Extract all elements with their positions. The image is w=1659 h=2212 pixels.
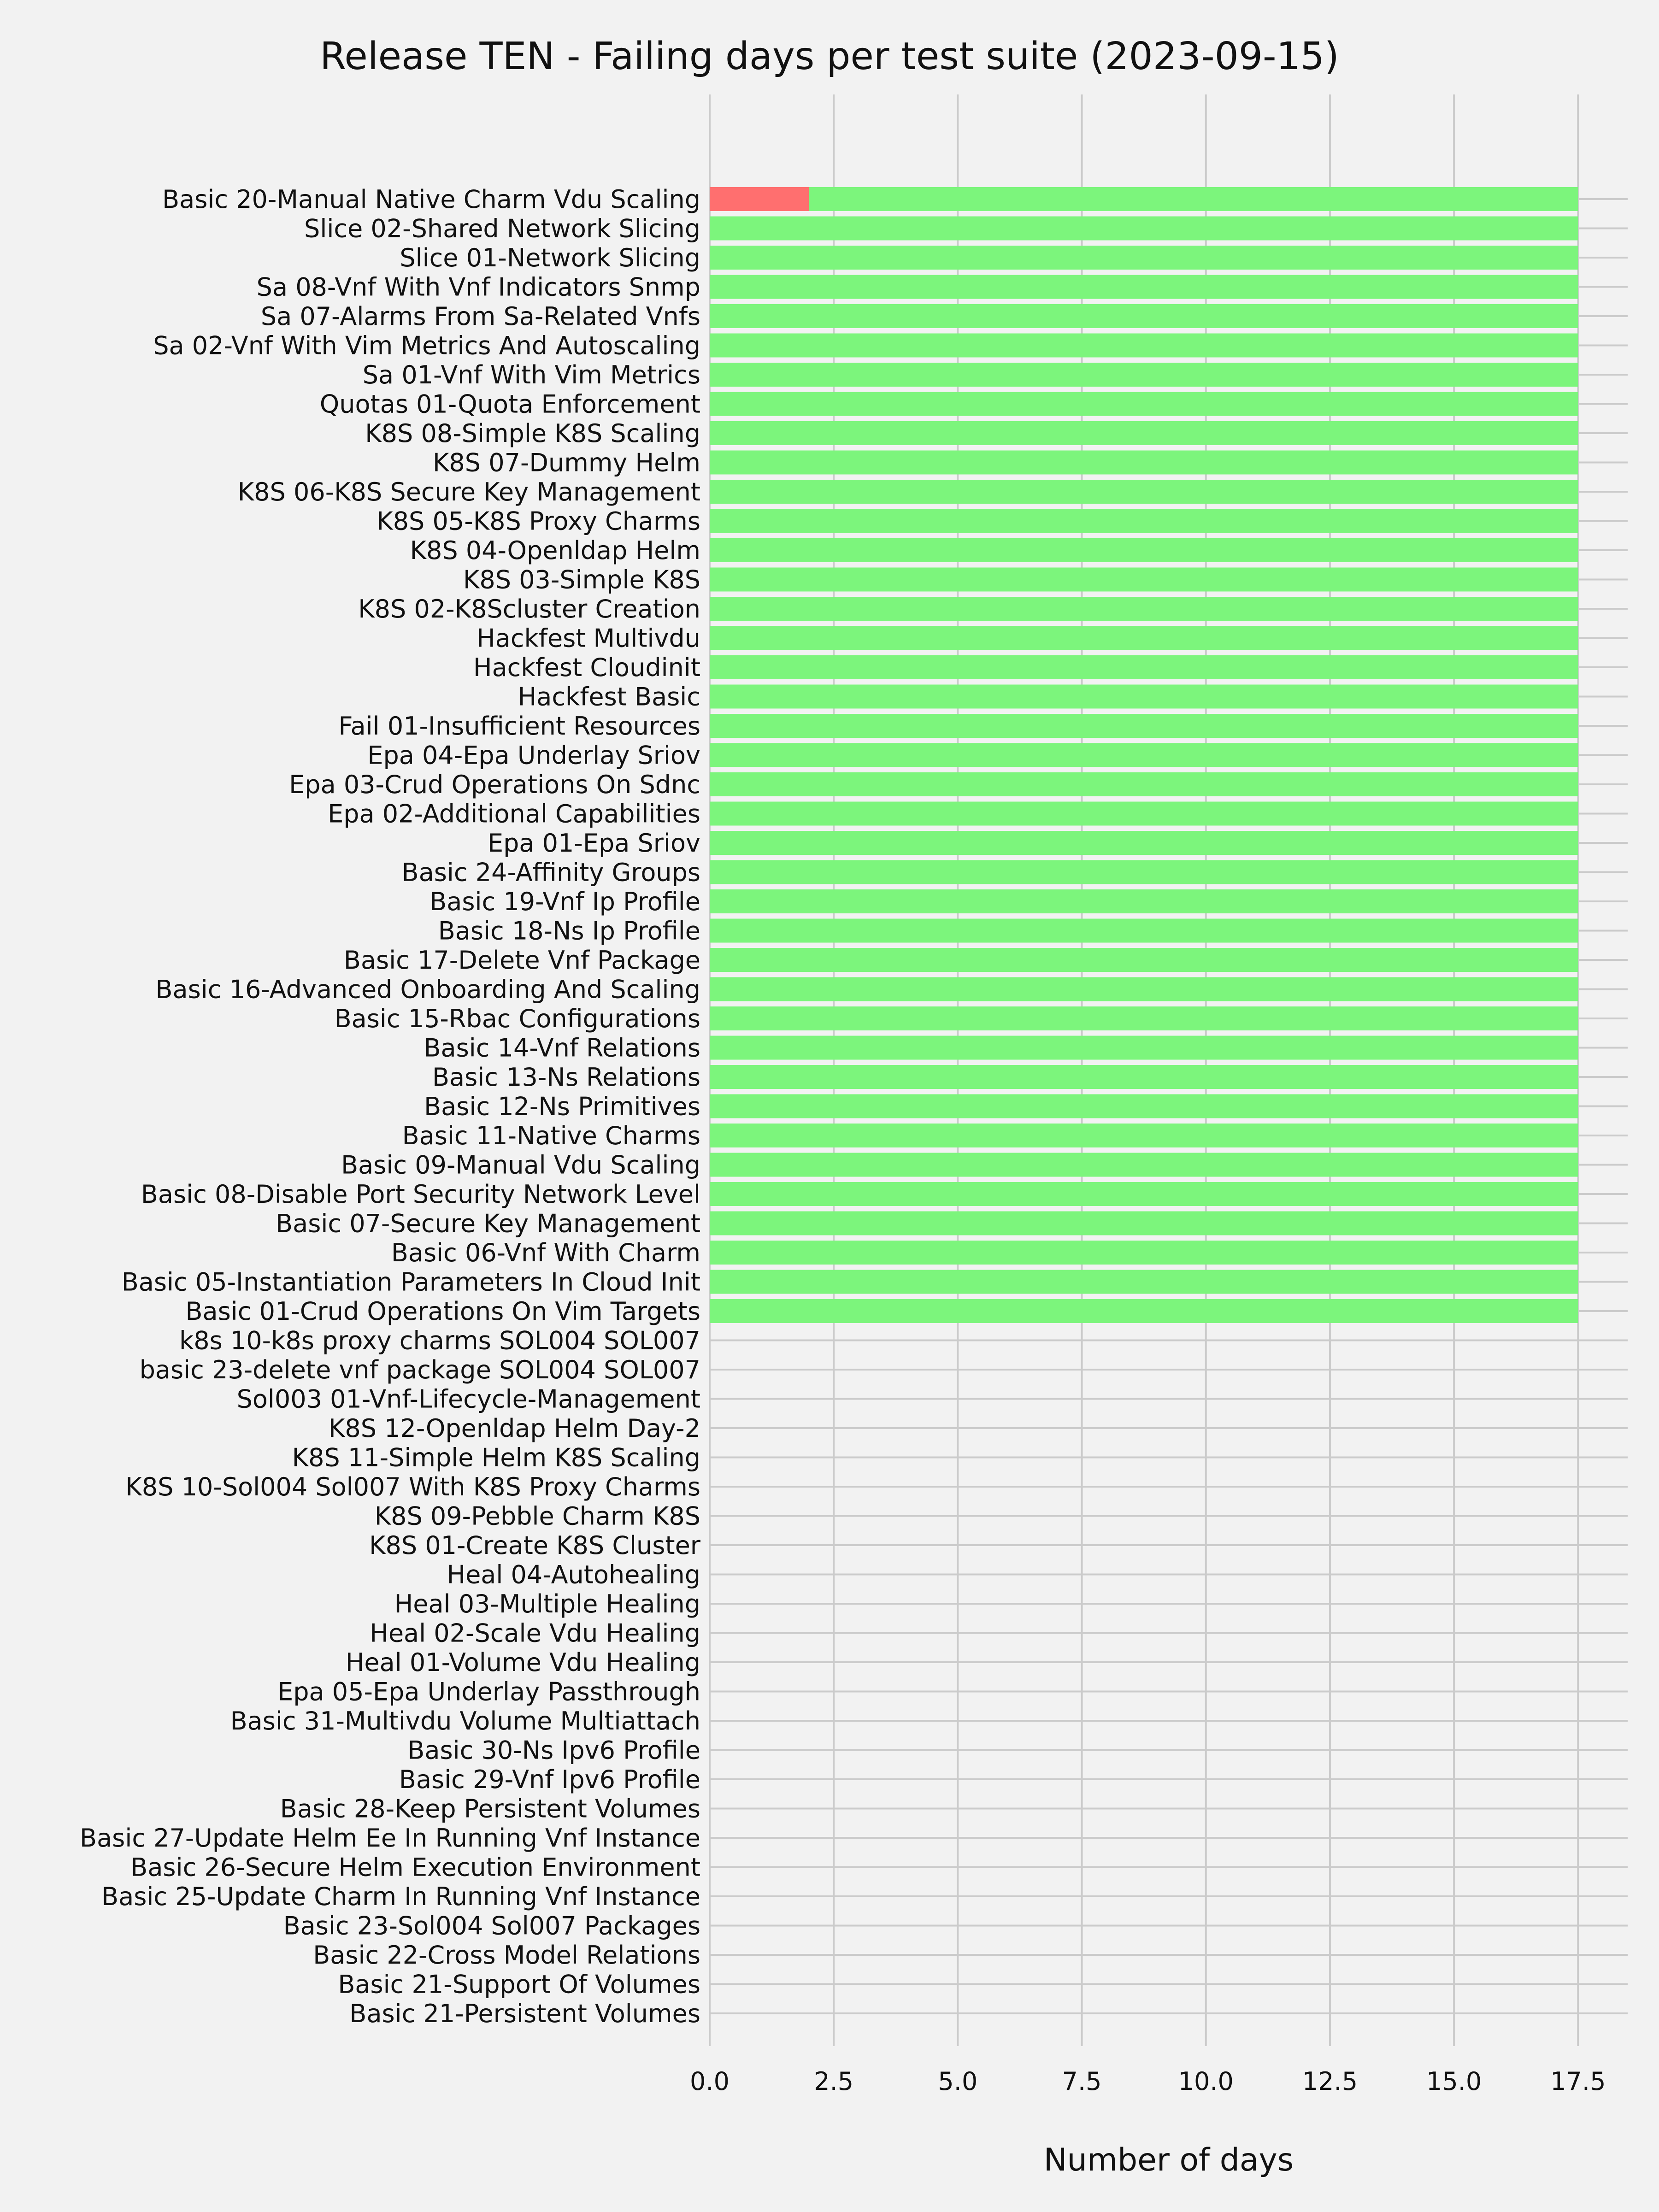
y-tick-label: Sa 08-Vnf With Vnf Indicators Snmp — [256, 272, 700, 302]
y-tick-label: Basic 30-Ns Ipv6 Profile — [407, 1735, 700, 1765]
y-tick-label: Heal 02-Scale Vdu Healing — [370, 1618, 700, 1648]
bar-passing — [710, 392, 1578, 416]
y-tick-label: Basic 13-Ns Relations — [432, 1063, 700, 1092]
bar-passing — [809, 187, 1578, 211]
y-tick-label: Basic 31-Multivdu Volume Multiattach — [230, 1706, 700, 1735]
y-tick-label: Basic 21-Support Of Volumes — [338, 1970, 700, 1999]
x-tick-label: 12.5 — [1302, 2067, 1358, 2096]
y-tick-label: Basic 24-Affinity Groups — [401, 858, 700, 887]
y-tick-label: K8S 07-Dummy Helm — [433, 448, 700, 477]
bar-passing — [710, 977, 1578, 1001]
bar-passing — [710, 948, 1578, 972]
x-tick-label: 15.0 — [1426, 2067, 1482, 2096]
y-tick-label: Basic 18-Ns Ip Profile — [438, 916, 700, 946]
y-tick-label: Heal 01-Volume Vdu Healing — [345, 1648, 700, 1677]
y-tick-label: Basic 05-Instantiation Parameters In Cloud Init — [121, 1267, 700, 1297]
y-tick-label: K8S 04-Openldap Helm — [410, 536, 700, 565]
y-tick-label: Basic 17-Delete Vnf Package — [343, 946, 700, 975]
x-tick-label: 5.0 — [938, 2067, 978, 2096]
y-tick-label: Sa 01-Vnf With Vim Metrics — [362, 360, 700, 389]
y-tick-label: Hackfest Basic — [518, 682, 700, 712]
bar-passing — [710, 568, 1578, 592]
bar-passing — [710, 889, 1578, 913]
y-tick-label: K8S 01-Create K8S Cluster — [369, 1531, 700, 1560]
y-tick-label: Basic 12-Ns Primitives — [424, 1092, 700, 1121]
bar-passing — [710, 626, 1578, 650]
y-tick-label: K8S 09-Pebble Charm K8S — [374, 1501, 700, 1531]
y-tick-label: Basic 20-Manual Native Charm Vdu Scaling — [162, 185, 700, 214]
bar-passing — [710, 743, 1578, 767]
bar-passing — [710, 655, 1578, 679]
bar-passing — [710, 1036, 1578, 1060]
y-tick-label: K8S 11-Simple Helm K8S Scaling — [292, 1443, 700, 1472]
y-tick-label: Epa 04-Epa Underlay Sriov — [367, 741, 700, 770]
x-tick-label: 0.0 — [690, 2067, 729, 2096]
bar-passing — [710, 831, 1578, 855]
bar-passing — [710, 1006, 1578, 1030]
y-tick-label: Basic 21-Persistent Volumes — [349, 1999, 700, 2028]
y-tick-label: Heal 03-Multiple Healing — [394, 1589, 700, 1618]
bar-passing — [710, 421, 1578, 445]
y-tick-label: Sa 07-Alarms From Sa-Related Vnfs — [260, 302, 700, 331]
bar-passing — [710, 246, 1578, 270]
y-tick-label: Basic 19-Vnf Ip Profile — [429, 887, 700, 916]
bar-passing — [710, 1241, 1578, 1265]
y-tick-label: Basic 27-Update Helm Ee In Running Vnf Instance — [80, 1824, 700, 1853]
bar-passing — [710, 772, 1578, 796]
bar-passing — [710, 714, 1578, 738]
y-tick-label: Quotas 01-Quota Enforcement — [319, 389, 700, 419]
bar-passing — [710, 480, 1578, 504]
y-tick-label: Slice 01-Network Slicing — [400, 243, 700, 272]
y-tick-label: Heal 04-Autohealing — [447, 1560, 700, 1589]
y-tick-label: K8S 06-K8S Secure Key Management — [237, 477, 700, 506]
y-tick-label: Basic 23-Sol004 Sol007 Packages — [283, 1911, 700, 1941]
y-tick-label: K8S 02-K8Scluster Creation — [358, 594, 700, 624]
bar-passing — [710, 1065, 1578, 1089]
y-tick-label: Epa 02-Additional Capabilities — [328, 799, 700, 829]
y-tick-label: Basic 26-Secure Helm Execution Environment — [130, 1853, 700, 1882]
y-tick-label: Basic 01-Crud Operations On Vim Targets — [185, 1297, 700, 1326]
y-tick-label: Sa 02-Vnf With Vim Metrics And Autoscaling — [153, 331, 700, 360]
y-tick-label: Epa 01-Epa Sriov — [488, 829, 700, 858]
bar-passing — [710, 334, 1578, 358]
y-tick-label: Basic 07-Secure Key Management — [276, 1209, 700, 1238]
y-tick-label: basic 23-delete vnf package SOL004 SOL007 — [139, 1355, 700, 1384]
bar-passing — [710, 802, 1578, 826]
x-tick-label: 7.5 — [1062, 2067, 1102, 2096]
y-tick-label: Basic 11-Native Charms — [402, 1121, 700, 1150]
bar-passing — [710, 1299, 1578, 1323]
y-tick-label: Basic 28-Keep Persistent Volumes — [280, 1794, 700, 1824]
x-axis-label: Number of days — [1043, 2142, 1294, 2178]
y-tick-label: K8S 05-K8S Proxy Charms — [377, 506, 700, 536]
bar-passing — [710, 1124, 1578, 1147]
y-tick-label: Basic 09-Manual Vdu Scaling — [341, 1150, 700, 1180]
y-tick-label: Basic 08-Disable Port Security Network Level — [141, 1180, 700, 1209]
y-tick-label: K8S 12-Openldap Helm Day-2 — [328, 1414, 700, 1443]
bar-passing — [710, 1094, 1578, 1118]
x-tick-label: 2.5 — [814, 2067, 854, 2096]
y-tick-label: K8S 10-Sol004 Sol007 With K8S Proxy Charms — [125, 1472, 700, 1501]
y-tick-label: k8s 10-k8s proxy charms SOL004 SOL007 — [179, 1326, 700, 1355]
y-tick-label: Basic 22-Cross Model Relations — [313, 1941, 700, 1970]
y-tick-label: Basic 14-Vnf Relations — [424, 1033, 700, 1063]
bar-passing — [710, 1212, 1578, 1235]
bar-passing — [710, 451, 1578, 475]
y-tick-label: Fail 01-Insufficient Resources — [338, 712, 700, 741]
y-tick-label: Basic 29-Vnf Ipv6 Profile — [399, 1765, 700, 1794]
bar-passing — [710, 304, 1578, 328]
x-tick-label: 17.5 — [1550, 2067, 1606, 2096]
y-tick-label: Basic 25-Update Charm In Running Vnf Instance — [101, 1882, 700, 1911]
y-tick-label: Epa 05-Epa Underlay Passthrough — [277, 1677, 700, 1706]
chart-title: Release TEN - Failing days per test suite (2023-09-15) — [320, 35, 1339, 78]
y-tick-label: Basic 06-Vnf With Charm — [391, 1238, 700, 1267]
bar-passing — [710, 509, 1578, 533]
x-tick-label: 10.0 — [1178, 2067, 1234, 2096]
y-tick-label: Epa 03-Crud Operations On Sdnc — [289, 770, 700, 799]
bar-failing — [710, 187, 809, 211]
y-tick-label: Slice 02-Shared Network Slicing — [304, 214, 700, 243]
y-tick-label: K8S 08-Simple K8S Scaling — [365, 419, 700, 448]
y-tick-label: Hackfest Cloudinit — [473, 653, 700, 682]
y-tick-label: Sol003 01-Vnf-Lifecycle-Management — [236, 1384, 700, 1414]
bar-passing — [710, 919, 1578, 943]
bar-passing — [710, 597, 1578, 621]
y-tick-label: K8S 03-Simple K8S — [463, 565, 700, 594]
y-tick-label: Hackfest Multivdu — [477, 624, 700, 653]
bar-passing — [710, 1153, 1578, 1177]
bar-passing — [710, 217, 1578, 241]
bar-passing — [710, 1182, 1578, 1206]
bar-passing — [710, 275, 1578, 299]
y-tick-label: Basic 15-Rbac Configurations — [334, 1004, 700, 1033]
bar-passing — [710, 363, 1578, 387]
bar-passing — [710, 1270, 1578, 1294]
bar-passing — [710, 538, 1578, 562]
bar-passing — [710, 860, 1578, 884]
bar-passing — [710, 685, 1578, 709]
y-tick-label: Basic 16-Advanced Onboarding And Scaling — [155, 975, 700, 1004]
